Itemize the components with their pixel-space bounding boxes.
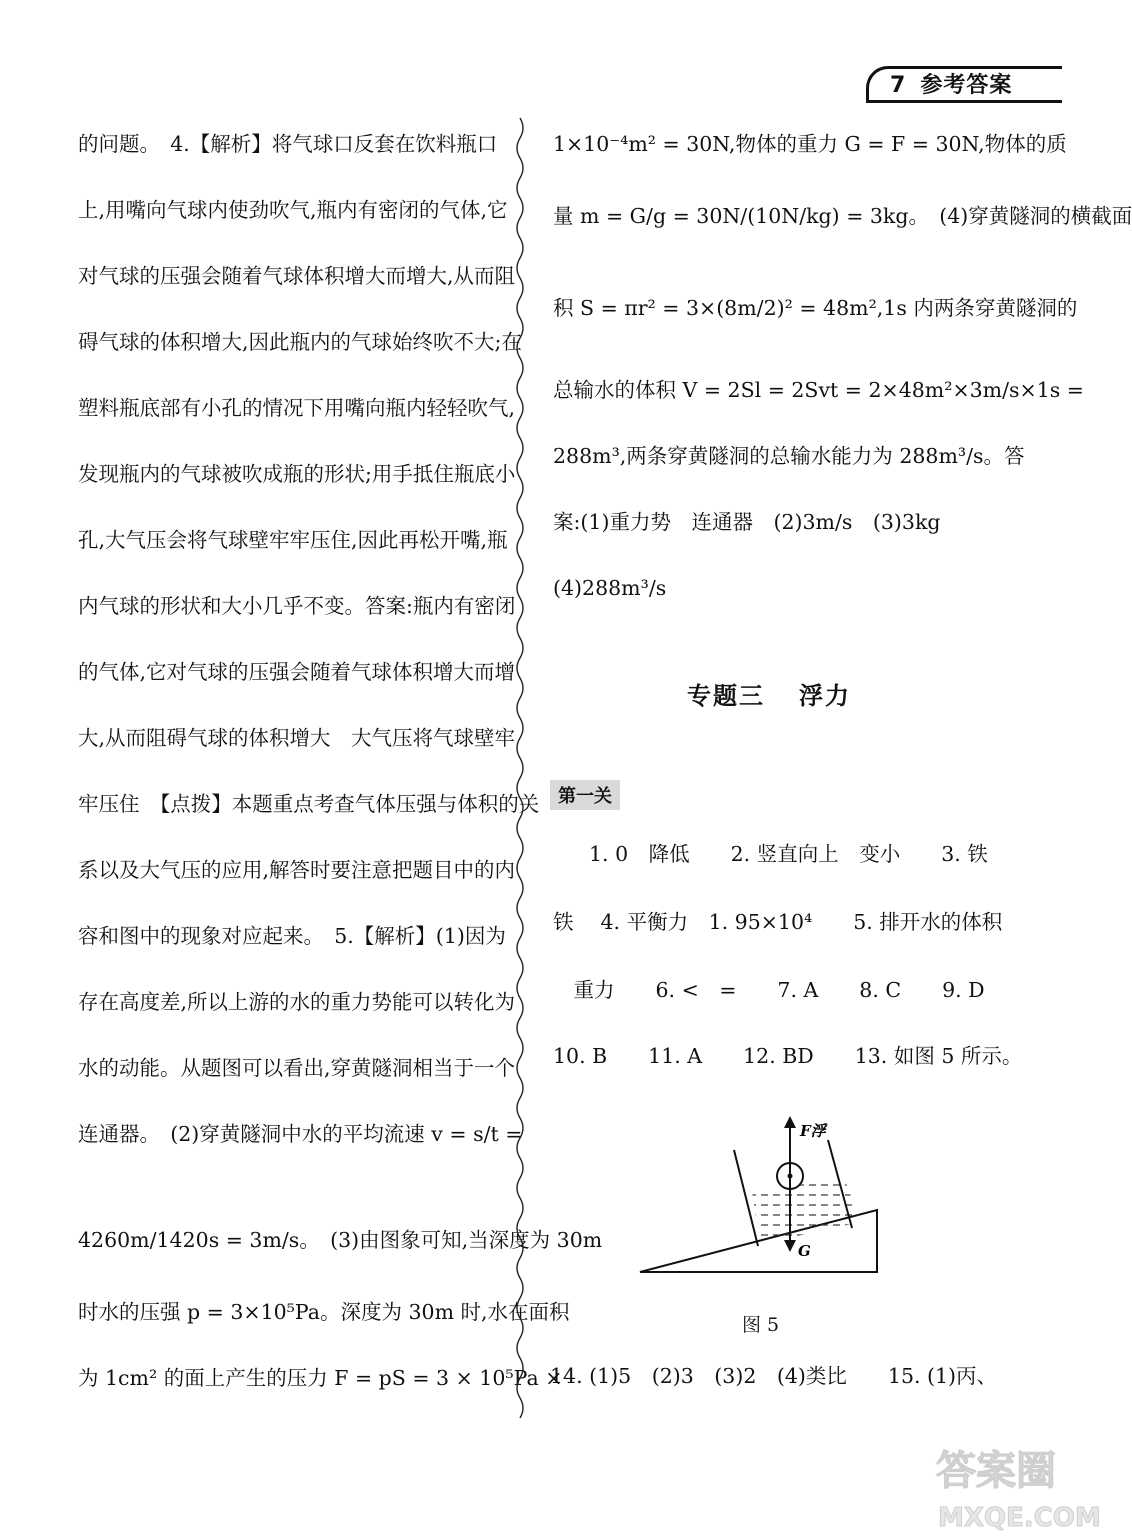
answer-line: 重力 6. < = 7. A 8. C 9. D [553, 978, 985, 1002]
section-heading-right: 浮力 [799, 682, 851, 710]
text-line: 总输水的体积 V = 2Sl = 2Svt = 2×48m²×3m/s×1s = [553, 378, 1084, 402]
text-line: 塑料瓶底部有小孔的情况下用嘴向瓶内轻轻吹气, [78, 396, 516, 420]
figure-5-diagram [640, 1110, 890, 1285]
text-line: 容和图中的现象对应起来。 5.【解析】(1)因为 [78, 924, 506, 948]
site-watermark [930, 1440, 1101, 1536]
text-line: 发现瓶内的气球被吹成瓶的形状;用手抵住瓶底小 [78, 462, 516, 486]
text-line: 积 S = πr² = 3×(8m/2)² = 48m²,1s 内两条穿黄隧洞的 [553, 296, 1078, 320]
column-divider [512, 118, 528, 1418]
text-line: 连通器。 (2)穿黄隧洞中水的平均流速 v = s/t = [78, 1122, 523, 1146]
text-line: 4260m/1420s = 3m/s。 (3)由图象可知,当深度为 30m [78, 1228, 603, 1252]
watermark-url: MXQE.COM [938, 1503, 1101, 1533]
figure-caption: 图 5 [742, 1314, 780, 1336]
section-heading [553, 676, 985, 711]
gravity-arrowhead [784, 1240, 796, 1252]
answer-line: 10. B 11. A 12. BD 13. 如图 5 所示。 [553, 1044, 1023, 1068]
text-line: (4)288m³/s [553, 576, 667, 600]
buoyancy-label: F浮 [800, 1122, 826, 1140]
text-line: 孔,大气压会将气球壁牢牢压住,因此再松开嘴,瓶 [78, 528, 508, 552]
text-line: 碍气球的体积增大,因此瓶内的气球始终吹不大;在 [78, 330, 522, 354]
text-line: 的气体,它对气球的压强会随着气球体积增大而增 [78, 660, 516, 684]
text-line: 牢压住 【点拨】本题重点考查气体压强与体积的关 [78, 792, 540, 816]
text-line: 对气球的压强会随着气球体积增大而增大,从而阻 [78, 264, 516, 288]
gravity-label: G [798, 1242, 811, 1260]
header-underline [866, 100, 1062, 103]
buoyancy-arrowhead [784, 1116, 796, 1128]
text-line: 量 m = G/g = 30N/(10N/kg) = 3kg。 (4)穿黄隧洞的横截面 [553, 204, 1132, 228]
section-heading-left: 专题三 [687, 682, 765, 710]
answer-line: 1. 0 降低 2. 竖直向上 变小 3. 铁 [589, 842, 988, 866]
answer-line: 铁 4. 平衡力 1. 95×10⁴ 5. 排开水的体积 [553, 910, 1003, 934]
text-line: 1×10⁻⁴m² = 30N,物体的重力 G = F = 30N,物体的质 [553, 132, 1067, 156]
text-line: 为 1cm² 的面上产生的压力 F = pS = 3 × 10⁵Pa × [78, 1366, 563, 1390]
text-line: 系以及大气压的应用,解答时要注意把题目中的内 [78, 858, 516, 882]
text-line: 内气球的形状和大小几乎不变。答案:瓶内有密闭 [78, 594, 516, 618]
page-number: 7 [890, 73, 907, 98]
text-line: 案:(1)重力势 连通器 (2)3m/s (3)3kg [553, 510, 941, 534]
text-line: 时水的压强 p = 3×10⁵Pa。深度为 30m 时,水在面积 [78, 1300, 570, 1324]
water-surface [752, 1178, 861, 1244]
section-title: 参考答案 [920, 73, 1013, 98]
text-line: 大,从而阻碍气球的体积增大 大气压将气球壁牢 [78, 726, 516, 750]
text-line: 存在高度差,所以上游的水的重力势能可以转化为 [78, 990, 516, 1014]
text-line: 上,用嘴向气球内使劲吹气,瓶内有密闭的气体,它 [78, 198, 508, 222]
watermark-logo-text: 答案圈 [936, 1448, 1056, 1494]
header-label [890, 68, 1012, 99]
text-line: 288m³,两条穿黄隧洞的总输水能力为 288m³/s。答 [553, 444, 1025, 468]
text-line: 的问题。 4.【解析】将气球口反套在饮料瓶口 [78, 132, 498, 156]
level-badge: 第一关 [550, 780, 620, 810]
answer-line: 14. (1)5 (2)3 (3)2 (4)类比 15. (1)丙、 [550, 1364, 998, 1388]
text-line: 水的动能。从题图可以看出,穿黄隧洞相当于一个 [78, 1056, 516, 1080]
